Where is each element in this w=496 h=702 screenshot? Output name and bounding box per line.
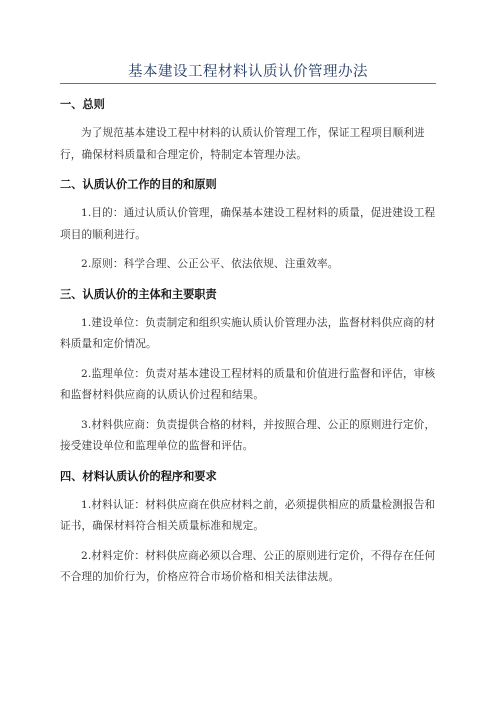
section-heading-procedures: 四、材料认质认价的程序和要求 <box>60 469 217 483</box>
section-paragraph: 2.材料定价：材料供应商必须以合理、公正的原则进行定价，不得存在任何不合理的加价行为，价格应符合市场价格和相关法律法规。 <box>60 549 436 583</box>
section-paragraph: 3.材料供应商：负责提供合格的材料，并按照合理、公正的原则进行定价，接受建设单位和监理单位的监督和评估。 <box>60 418 436 452</box>
section-heading-responsibilities: 三、认质认价的主体和主要职责 <box>60 287 217 301</box>
section-paragraph: 2.监理单位：负责对基本建设工程材料的质量和价值进行监督和评估，审核和监督材料供应商的认质认价过程和结果。 <box>60 367 436 401</box>
section-paragraph: 1.材料认证：材料供应商在供应材料之前，必须提供相应的质量检测报告和证书，确保材料符合相关质量标准和规定。 <box>60 498 436 532</box>
section-paragraph: 1.目的：通过认质认价管理，确保基本建设工程材料的质量，促进建设工程项目的顺利进行。 <box>60 207 436 241</box>
section-heading-general: 一、总则 <box>60 98 105 111</box>
document-body <box>60 94 436 589</box>
title-underline <box>60 83 436 84</box>
section-paragraph: 2.原则：科学合理、公正公平、依法依规、注重效率。 <box>81 258 339 270</box>
section-paragraph: 为了规范基本建设工程中材料的认质认价管理工作，保证工程项目顺利进行，确保材料质量和合理定价，特制定本管理办法。 <box>60 127 425 161</box>
document-title: 基本建设工程材料认质认价管理办法 <box>128 64 368 80</box>
section-heading-purpose-principles: 二、认质认价工作的目的和原则 <box>60 178 217 191</box>
section-paragraph: 1.建设单位：负责制定和组织实施认质认价管理办法，监督材料供应商的材料质量和定价情况。 <box>60 316 436 350</box>
